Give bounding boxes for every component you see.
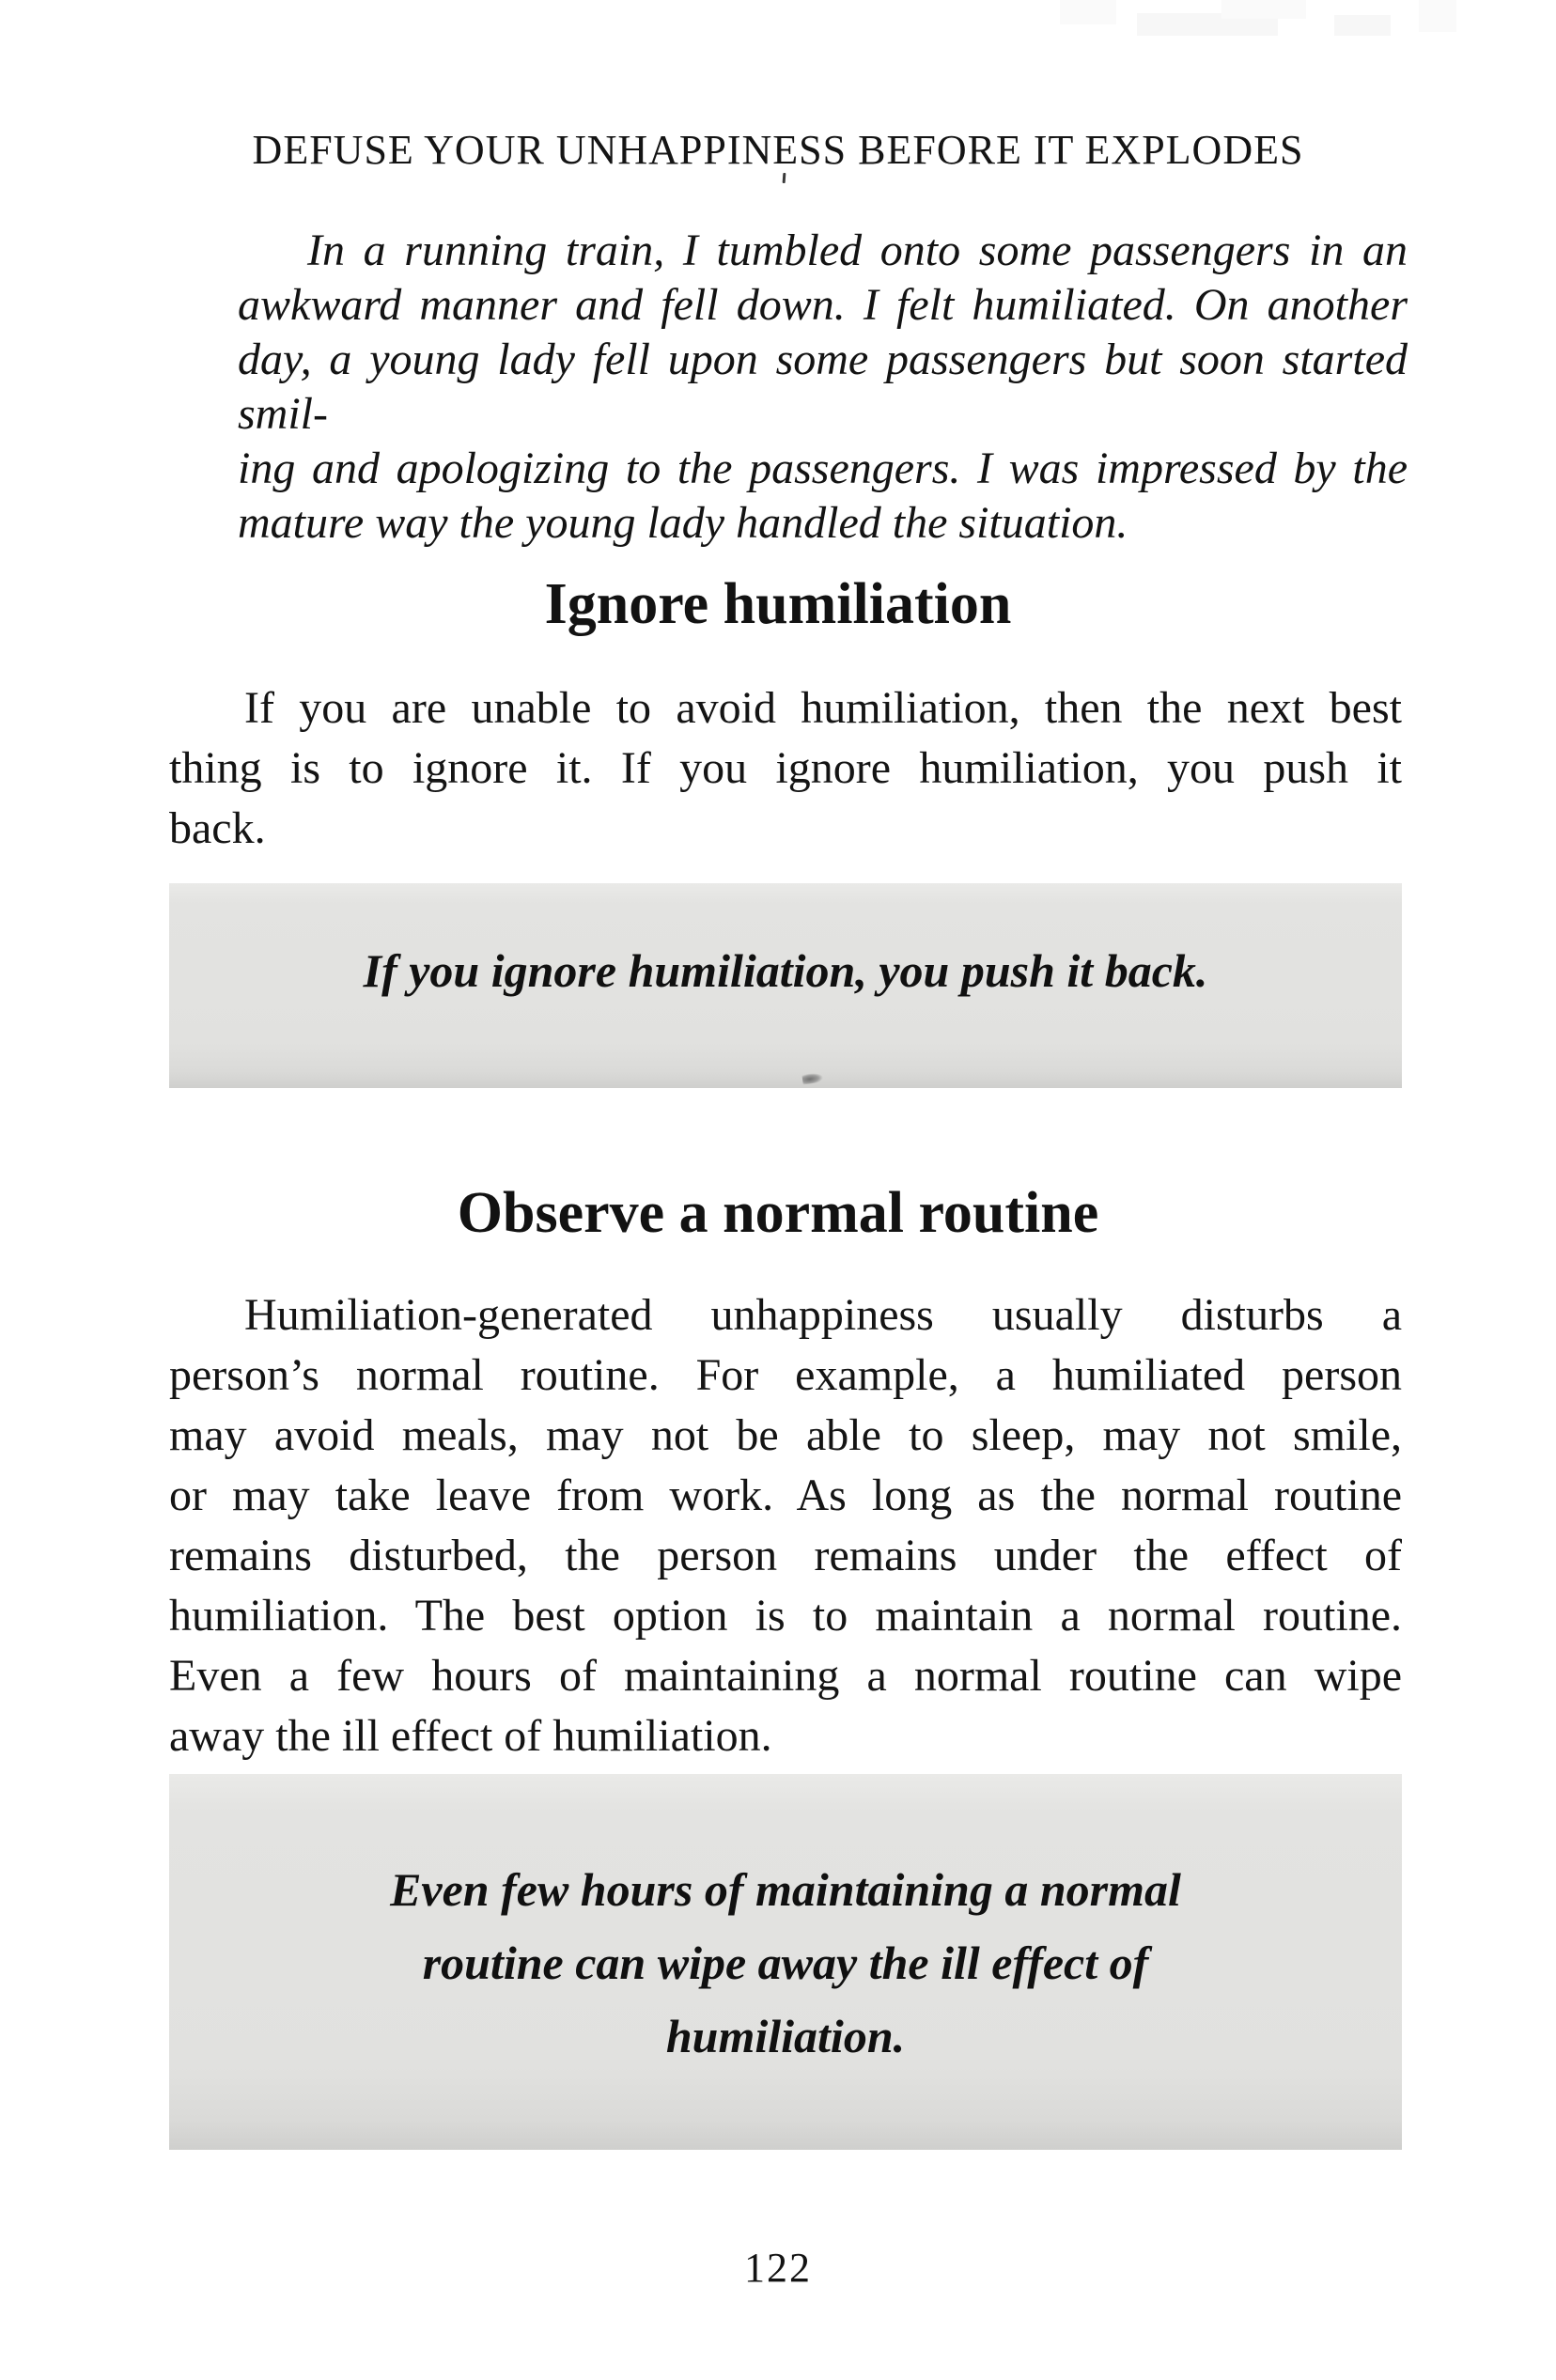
- text-line: humiliation. The best option is to maintain a normal routine.: [169, 1591, 1402, 1641]
- ink-speck-artifact: [783, 173, 786, 183]
- scan-smudge: [1419, 0, 1456, 32]
- text-line: Humiliation-generated unhappiness usually disturbs a: [244, 1290, 1402, 1340]
- anecdote-quote-paragraph: [238, 224, 1408, 551]
- text-line: In a running train, I tumbled onto some passengers in an: [307, 226, 1408, 275]
- text-line: routine can wipe away the ill effect of: [422, 1937, 1149, 1989]
- body-paragraph: [169, 678, 1402, 859]
- text-line: humiliation.: [665, 2010, 906, 2062]
- body-paragraph: [169, 1285, 1402, 1766]
- text-line: or may take leave from work. As long as the normal routine: [169, 1470, 1402, 1520]
- scan-smudge: [1221, 0, 1306, 19]
- text-line: person’s normal routine. For example, a humiliated person: [169, 1350, 1402, 1400]
- text-line: Even a few hours of maintaining a normal routine can wipe: [169, 1651, 1402, 1701]
- page-number: 122: [744, 2245, 812, 2291]
- callout-box: [169, 883, 1402, 1088]
- text-line: Even few hours of maintaining a normal: [390, 1863, 1181, 1916]
- text-line: away the ill effect of humiliation.: [169, 1711, 772, 1761]
- callout-box: [169, 1774, 1402, 2150]
- section-heading-ignore-humiliation: Ignore humiliation: [544, 572, 1012, 636]
- text-line: If you are unable to avoid humiliation, then the next best: [244, 683, 1402, 733]
- section-heading-observe-a-normal-routine: Observe a normal routine: [457, 1181, 1099, 1245]
- scan-smudge: [1334, 15, 1391, 36]
- scan-smudge: [1060, 0, 1116, 24]
- text-line: If you ignore humiliation, you push it back.: [363, 944, 1208, 997]
- running-header: DEFUSE YOUR UNHAPPINESS BEFORE IT EXPLODES: [252, 127, 1304, 173]
- text-line: ing and apologizing to the passengers. I was impressed by the: [238, 443, 1408, 493]
- text-line: mature way the young lady handled the situation.: [238, 498, 1128, 548]
- text-line: remains disturbed, the person remains under the effect of: [169, 1531, 1402, 1580]
- text-line: thing is to ignore it. If you ignore humiliation, you push it: [169, 743, 1402, 793]
- text-line: awkward manner and fell down. I felt humiliated. On another: [238, 280, 1408, 330]
- text-line: may avoid meals, may not be able to sleep, may not smile,: [169, 1410, 1402, 1460]
- text-line: back.: [169, 803, 266, 853]
- text-line: day, a young lady fell upon some passengers but soon started smil-: [238, 334, 1408, 439]
